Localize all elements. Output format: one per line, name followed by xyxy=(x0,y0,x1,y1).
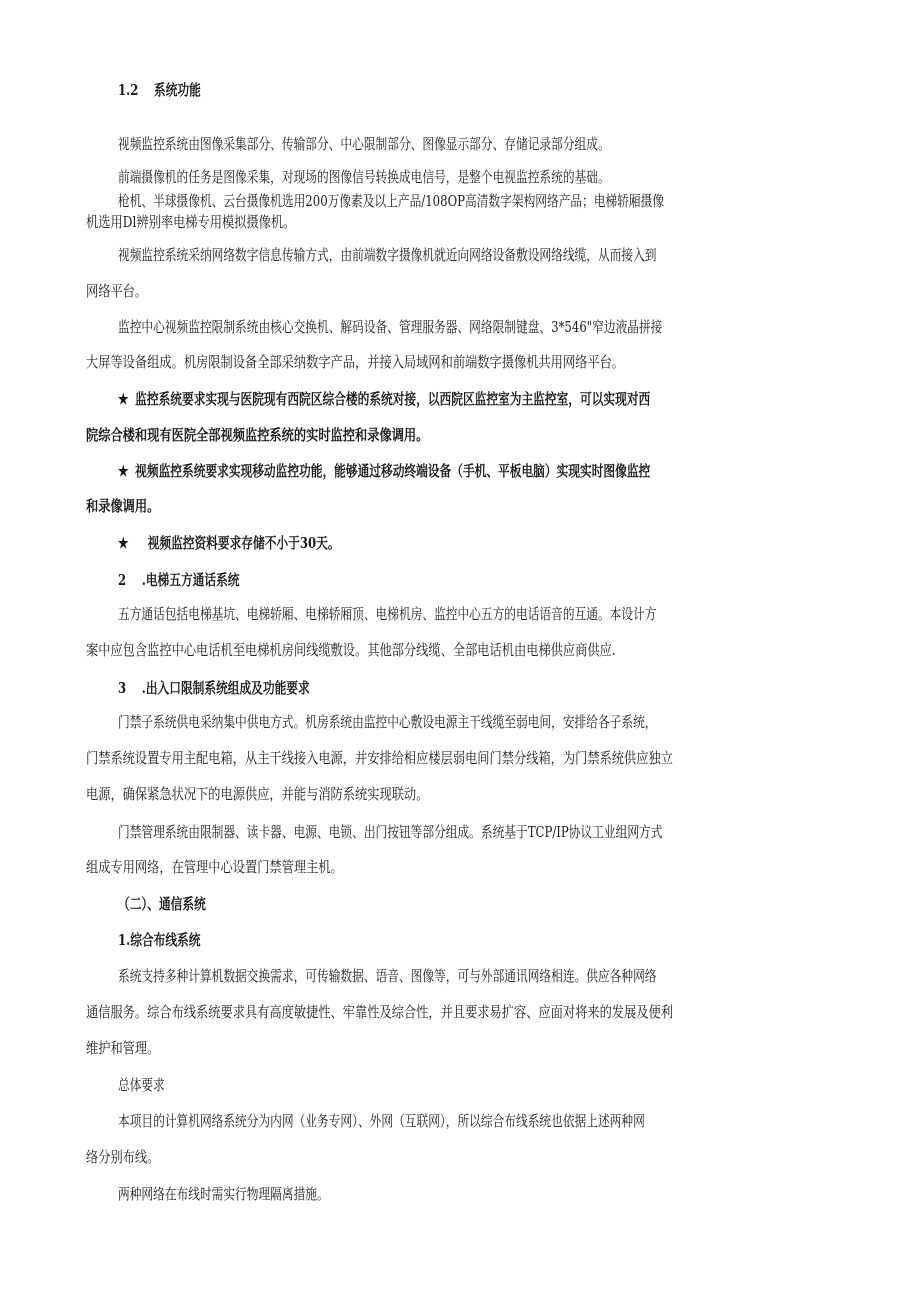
requirement-text: 监控系统要求实现与医院现有西院区综合楼的系统对接，以西院区监控室为主监控室，可以实现对西 xyxy=(135,390,651,408)
requirement-star-2-line-2: 和录像调用。 xyxy=(86,497,160,515)
video-paragraph-5-line-1: 监控中心视频监控限制系统由核心交换机、解码设备、管理服务器、网络限制键盘、3*546"窄边液晶拼接 xyxy=(118,318,663,336)
section-3-paragraph-1-line-1: 门禁子系统供电采纳集中供电方式。机房系统由监控中心敷设电源主干线缆至弱电间，安排给各子系统， xyxy=(118,713,657,731)
requirement-text: 视频监控资料要求存储不小于30天。 xyxy=(147,534,340,552)
cabling-paragraph-1-line-2: 通信服务。综合布线系统要求具有高度敏捷性、牢靠性及综合性，并且要求易扩容、应面对将来的发展及便利 xyxy=(86,1003,673,1021)
requirement-text: 视频监控系统要求实现移动监控功能，能够通过移动终端设备（手机、平板电脑）实现实时图像监控 xyxy=(135,462,651,480)
section-3-paragraph-1-line-2: 门禁系统设置专用主配电箱，从主干线接入电源，并安排给相应楼层弱电间门禁分线箱，为门禁系统供应独立 xyxy=(86,749,673,767)
cabling-paragraph-3: 两种网络在布线时需实行物理隔离措施。 xyxy=(118,1185,329,1203)
video-paragraph-5-line-2: 大屏等设备组成。机房限制设备全部采纳数字产品，并接入局域网和前端数字摄像机共用网络平台。 xyxy=(86,353,625,371)
section-heading-1-2 xyxy=(118,80,836,100)
video-paragraph-2: 前端摄像机的任务是图像采集，对现场的图像信号转换成电信号，是整个电视监控系统的基础。 xyxy=(118,168,610,186)
section-2-paragraph-line-2: 案中应包含监控中心电话机至电梯机房间线缆敷设。其他部分线缆、全部电话机由电梯供应商供应. xyxy=(86,641,616,659)
cabling-paragraph-1-line-1: 系统支持多种计算机数据交换需求，可传输数据、语音、图像等，可与外部通讯网络相连。供应各种网络 xyxy=(118,967,657,985)
section-3-paragraph-1-line-3: 电源，确保紧急状况下的电源供应，并能与消防系统实现联动。 xyxy=(86,785,429,803)
video-paragraph-4-line-2: 网络平台。 xyxy=(86,282,148,300)
video-paragraph-3-line-2: 机选用Dl辨别率电梯专用模拟摄像机。 xyxy=(86,213,296,231)
video-paragraph-1: 视频监控系统由图像采集部分、传输部分、中心限制部分、图像显示部分、存储记录部分组成。 xyxy=(118,135,610,153)
communication-system-heading: （二）、通信系统 xyxy=(118,895,206,913)
requirement-star-3 xyxy=(118,533,836,553)
section-heading-3 xyxy=(118,678,836,698)
section-2-paragraph-line-1: 五方通话包括电梯基坑、电梯轿厢、电梯轿厢顶、电梯机房、监控中心五方的电话语音的互通。本设计方 xyxy=(118,605,657,623)
video-paragraph-3-line-1: 枪机、半球摄像机、云台摄像机选用200万像素及以上产品/108OP高清数字架构网络产品；电梯轿厢摄像 xyxy=(118,192,665,210)
section-heading-2 xyxy=(118,570,836,590)
star-icon: ★ xyxy=(118,534,129,552)
cabling-paragraph-2-line-1: 本项目的计算机网络系统分为内网（业务专网）、外网（互联网），所以综合布线系统也依据上述两种网 xyxy=(118,1112,645,1130)
heading-title: 系统功能 xyxy=(153,81,201,99)
requirement-star-1-line-2: 院综合楼和现有医院全部视频监控系统的实时监控和录像调用。 xyxy=(86,426,429,444)
cabling-paragraph-1-line-3: 维护和管理。 xyxy=(86,1039,160,1057)
cabling-paragraph-2-line-2: 络分别布线。 xyxy=(86,1148,160,1166)
heading-number: 2 xyxy=(118,571,127,589)
heading-number: 3 xyxy=(118,679,127,697)
cabling-system-heading: 1.综合布线系统 xyxy=(118,931,201,949)
video-paragraph-4-line-1: 视频监控系统采纳网络数字信息传输方式，由前端数字摄像机就近向网络设备敷设网络线缆，从而接入到 xyxy=(118,246,657,264)
heading-title: .出入口限制系统组成及功能要求 xyxy=(141,679,310,697)
requirement-star-2-line-1 xyxy=(118,461,836,481)
star-icon: ★ xyxy=(118,462,129,480)
section-3-paragraph-2-line-2: 组成专用网络，在管理中心设置门禁管理主机。 xyxy=(86,858,343,876)
requirement-star-1-line-1 xyxy=(118,389,836,409)
overall-requirements-label: 总体要求 xyxy=(118,1076,165,1094)
heading-number: 1.2 xyxy=(118,81,139,99)
star-icon: ★ xyxy=(118,390,129,408)
section-3-paragraph-2-line-1: 门禁管理系统由限制器、读卡器、电源、电锁、出门按钮等部分组成。系统基于TCP/IP协议工业组网方式 xyxy=(118,823,663,841)
heading-title: .电梯五方通话系统 xyxy=(141,571,240,589)
